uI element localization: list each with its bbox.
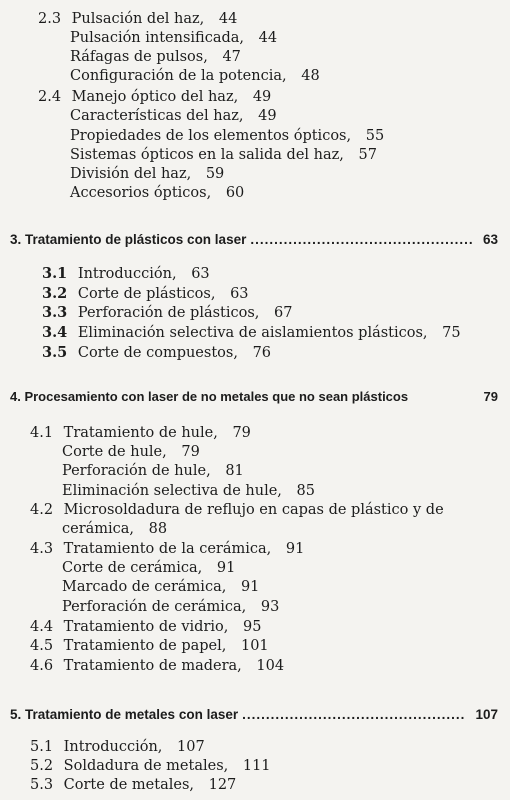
- entry-label: Tratamiento de vidrio,: [63, 619, 229, 635]
- toc-entry-4-2-cont: [62, 520, 167, 538]
- entry-page: 63: [230, 286, 249, 302]
- entry-page: 48: [301, 68, 320, 84]
- entry-label: Eliminación selectiva de aislamientos plásticos,: [77, 325, 428, 341]
- chapter-page: 107: [475, 707, 498, 722]
- toc-entry: [62, 559, 235, 577]
- chapter-page: 79: [483, 389, 498, 404]
- toc-entry-5-1: [30, 738, 205, 756]
- toc-entry: [62, 578, 259, 596]
- entry-page: 59: [205, 166, 225, 182]
- toc-entry: [62, 598, 279, 616]
- toc-entry: [70, 48, 241, 66]
- entry-page: 47: [222, 49, 241, 65]
- entry-label: Introducción,: [77, 266, 177, 282]
- entry-label: Perforación de hule,: [62, 463, 211, 479]
- toc-entry: [70, 67, 320, 85]
- toc-entry-4-1: [30, 424, 251, 442]
- section-number: 4.3: [30, 541, 54, 557]
- entry-label: Tratamiento de papel,: [63, 638, 227, 654]
- section-number: 5.1: [30, 739, 54, 755]
- section-number: 3.1: [42, 265, 68, 282]
- entry-label: Tratamiento de la cerámica,: [63, 541, 272, 557]
- section-number: 4.1: [30, 425, 54, 441]
- entry-page: 57: [358, 147, 377, 163]
- entry-label: Pulsación intensificada,: [70, 30, 245, 46]
- entry-page: 95: [242, 619, 262, 635]
- section-number: 2.3: [38, 11, 62, 27]
- toc-entry-4-4: [30, 618, 261, 636]
- toc-entry-3-4: [42, 324, 461, 342]
- toc-entry: [62, 482, 315, 500]
- section-number: 5.3: [30, 777, 54, 793]
- entry-page: 81: [225, 463, 244, 479]
- entry-label: Sistemas ópticos en la salida del haz,: [70, 147, 344, 163]
- entry-label: Corte de compuestos,: [77, 345, 238, 361]
- entry-page: 79: [181, 444, 200, 460]
- entry-label: Características del haz,: [70, 108, 244, 124]
- section-number: 3.4: [42, 324, 68, 341]
- entry-label: Perforación de plásticos,: [77, 305, 260, 321]
- entry-label: Tratamiento de madera,: [63, 658, 242, 674]
- toc-entry: [70, 184, 244, 202]
- entry-page: 91: [240, 579, 260, 595]
- entry-page: 104: [256, 658, 285, 674]
- toc-entry-4-3: [30, 540, 304, 558]
- entry-page: 107: [177, 739, 205, 755]
- entry-label: Manejo óptico del haz,: [71, 89, 239, 105]
- entry-page: 49: [258, 108, 277, 124]
- entry-label: Introducción,: [63, 739, 163, 755]
- toc-entry: [70, 107, 277, 125]
- entry-label: Perforación de cerámica,: [62, 599, 247, 615]
- toc-entry-4-6: [30, 657, 284, 675]
- chapter-4-heading: [10, 388, 498, 406]
- section-number: 3.3: [42, 304, 68, 321]
- toc-entry-3-5: [42, 344, 271, 362]
- entry-page: 88: [148, 521, 168, 537]
- toc-entry: [70, 165, 224, 183]
- toc-entry-2-4: [38, 88, 271, 106]
- entry-page: 60: [225, 185, 245, 201]
- toc-entry-5-2: [30, 757, 271, 775]
- section-number: 4.6: [30, 658, 54, 674]
- chapter-page: 63: [482, 232, 498, 247]
- entry-label: Configuración de la potencia,: [70, 68, 287, 84]
- chapter-title: 4. Procesamiento con laser de no metales que no sean plásticos: [10, 389, 409, 404]
- entry-page: 111: [242, 758, 271, 774]
- entry-page: 44: [258, 30, 278, 46]
- entry-label: Ráfagas de pulsos,: [70, 49, 208, 65]
- entry-label: Corte de cerámica,: [62, 560, 203, 576]
- section-number: 3.5: [42, 344, 68, 361]
- toc-entry-5-3: [30, 776, 236, 794]
- chapter-title: 5. Tratamiento de metales con laser: [10, 707, 239, 722]
- toc-entry-2-3: [38, 10, 237, 28]
- toc-entry: [70, 29, 277, 47]
- section-number: 2.4: [38, 89, 62, 105]
- entry-page: 91: [216, 560, 236, 576]
- toc-entry: [70, 146, 377, 164]
- dot-leader: ...............................................: [242, 707, 466, 722]
- entry-label: Corte de metales,: [63, 777, 194, 793]
- section-number: 4.5: [30, 638, 54, 654]
- toc-entry-3-1: [42, 265, 210, 283]
- entry-page: 101: [240, 638, 269, 654]
- section-number: 3.2: [42, 285, 68, 302]
- entry-page: 63: [191, 266, 210, 282]
- toc-entry-4-2: [30, 501, 444, 519]
- toc-entry: [62, 443, 200, 461]
- toc-entry: [70, 127, 384, 145]
- entry-label: Accesorios ópticos,: [70, 185, 212, 201]
- entry-page: 127: [208, 777, 237, 793]
- entry-label: Marcado de cerámica,: [62, 579, 227, 595]
- entry-label: Microsoldadura de reflujo en capas de plástico y de: [63, 502, 444, 518]
- chapter-title: 3. Tratamiento de plásticos con laser: [10, 232, 247, 247]
- entry-label: Pulsación del haz,: [71, 11, 205, 27]
- entry-label: Eliminación selectiva de hule,: [62, 483, 282, 499]
- toc-entry-3-3: [42, 304, 292, 322]
- entry-label: División del haz,: [70, 166, 192, 182]
- entry-label: Soldadura de metales,: [63, 758, 229, 774]
- entry-label: Tratamiento de hule,: [63, 425, 218, 441]
- entry-page: 79: [232, 425, 251, 441]
- toc-entry-3-2: [42, 285, 249, 303]
- section-number: 4.2: [30, 502, 54, 518]
- entry-page: 75: [442, 325, 461, 341]
- entry-page: 44: [218, 11, 238, 27]
- entry-page: 49: [252, 89, 272, 105]
- section-number: 5.2: [30, 758, 54, 774]
- entry-page: 55: [365, 128, 385, 144]
- section-number: 4.4: [30, 619, 54, 635]
- entry-page: 91: [285, 541, 305, 557]
- chapter-3-heading: [10, 231, 498, 249]
- entry-page: 93: [260, 599, 280, 615]
- chapter-5-heading: [10, 706, 498, 724]
- entry-label: Corte de plásticos,: [77, 286, 216, 302]
- entry-label-continued: cerámica,: [62, 521, 135, 537]
- toc-entry-4-5: [30, 637, 269, 655]
- entry-page: 85: [296, 483, 315, 499]
- entry-page: 67: [274, 305, 293, 321]
- dot-leader: ...............................................: [250, 232, 474, 247]
- entry-label: Propiedades de los elementos ópticos,: [70, 128, 352, 144]
- entry-label: Corte de hule,: [62, 444, 167, 460]
- entry-page: 76: [252, 345, 272, 361]
- toc-entry: [62, 462, 244, 480]
